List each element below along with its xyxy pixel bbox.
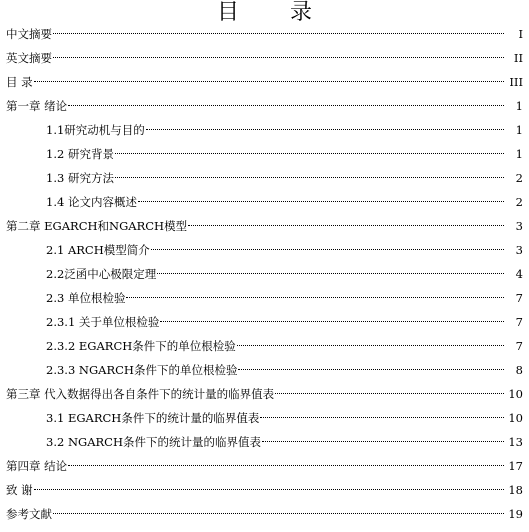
- toc-entry[interactable]: [0, 406, 529, 430]
- toc-entry-page: 4: [515, 267, 523, 281]
- toc-dot-leader: [34, 489, 504, 490]
- toc-entry[interactable]: [0, 22, 529, 46]
- toc-entry-label: 2.1 ARCH模型简介: [46, 243, 150, 257]
- toc-entry-page: 2: [515, 195, 523, 209]
- toc-entry-label: 2.2泛函中心极限定理: [46, 267, 157, 281]
- toc-entry-page: I: [518, 27, 523, 41]
- toc-entry[interactable]: [0, 70, 529, 94]
- toc-entry-page: II: [513, 51, 523, 65]
- toc-entry[interactable]: [0, 262, 529, 286]
- toc-dot-leader: [262, 441, 504, 442]
- toc-entry[interactable]: [0, 382, 529, 406]
- toc-entry-label: 1.3 研究方法: [46, 171, 114, 185]
- toc-entry[interactable]: [0, 238, 529, 262]
- toc-entry-label: 参考文献: [6, 507, 52, 521]
- toc-dot-leader: [53, 57, 504, 58]
- toc-entry-page: 19: [508, 507, 523, 521]
- toc-dot-leader: [126, 297, 504, 298]
- toc-entry-page: 18: [508, 483, 523, 497]
- toc-entry[interactable]: [0, 118, 529, 142]
- toc-dot-leader: [53, 33, 504, 34]
- toc-entry-page: 17: [508, 459, 523, 473]
- toc-entry[interactable]: [0, 454, 529, 478]
- toc-entry-page: 1: [515, 123, 523, 137]
- toc-entry[interactable]: [0, 334, 529, 358]
- toc-entry-page: 3: [515, 243, 523, 257]
- toc-entry[interactable]: [0, 142, 529, 166]
- toc-entry[interactable]: [0, 190, 529, 214]
- toc-entry-label: 第三章 代入数据得出各自条件下的统计量的临界值表: [6, 387, 275, 401]
- toc-entry-page: 2: [515, 171, 523, 185]
- toc-entry-label: 1.1研究动机与目的: [46, 123, 145, 137]
- toc-entry[interactable]: [0, 430, 529, 454]
- toc-dot-leader: [188, 225, 504, 226]
- toc-entry[interactable]: [0, 46, 529, 70]
- toc-entry-label: 2.3.1 关于单位根检验: [46, 315, 160, 329]
- toc-entry[interactable]: [0, 310, 529, 334]
- toc-dot-leader: [138, 201, 504, 202]
- toc-dot-leader: [68, 105, 504, 106]
- toc-entry-page: 8: [515, 363, 523, 377]
- toc-entry-label: 2.3.3 NGARCH条件下的单位根检验: [46, 363, 238, 377]
- toc-entry-label: 3.2 NGARCH条件下的统计量的临界值表: [46, 435, 261, 449]
- toc-entry[interactable]: [0, 166, 529, 190]
- toc-entry[interactable]: [0, 358, 529, 382]
- toc-title: 目 录: [217, 0, 334, 25]
- toc-dot-leader: [34, 81, 504, 82]
- table-of-contents: [0, 22, 529, 526]
- toc-entry-label: 3.1 EGARCH条件下的统计量的临界值表: [46, 411, 260, 425]
- toc-entry-page: 7: [515, 291, 523, 305]
- toc-entry-label: 2.3 单位根检验: [46, 291, 126, 305]
- toc-entry-page: 1: [515, 99, 523, 113]
- toc-entry-page: 7: [515, 339, 523, 353]
- toc-entry-label: 第四章 结论: [6, 459, 68, 473]
- toc-entry[interactable]: [0, 502, 529, 526]
- toc-entry-label: 中文摘要: [6, 27, 52, 41]
- toc-entry-page: 1: [515, 147, 523, 161]
- toc-entry[interactable]: [0, 94, 529, 118]
- toc-dot-leader: [238, 369, 504, 370]
- toc-entry-label: 1.4 论文内容概述: [46, 195, 137, 209]
- toc-entry-page: 7: [515, 315, 523, 329]
- toc-dot-leader: [53, 513, 504, 514]
- toc-dot-leader: [275, 393, 504, 394]
- toc-entry-label: 第一章 绪论: [6, 99, 68, 113]
- toc-entry-label: 1.2 研究背景: [46, 147, 114, 161]
- toc-dot-leader: [115, 177, 504, 178]
- toc-entry-page: 13: [508, 435, 523, 449]
- toc-entry-page: III: [509, 75, 523, 89]
- toc-dot-leader: [151, 249, 504, 250]
- toc-entry-page: 10: [508, 411, 523, 425]
- toc-entry[interactable]: [0, 214, 529, 238]
- toc-dot-leader: [157, 273, 504, 274]
- toc-entry-label: 致 谢: [6, 483, 33, 497]
- toc-dot-leader: [237, 345, 504, 346]
- toc-entry-page: 10: [508, 387, 523, 401]
- toc-entry-page: 3: [515, 219, 523, 233]
- toc-entry[interactable]: [0, 286, 529, 310]
- toc-entry-label: 第二章 EGARCH和NGARCH模型: [6, 219, 188, 233]
- toc-dot-leader: [260, 417, 504, 418]
- toc-entry-label: 目 录: [6, 75, 33, 89]
- toc-dot-leader: [146, 129, 504, 130]
- toc-dot-leader: [115, 153, 504, 154]
- toc-entry-label: 英文摘要: [6, 51, 52, 65]
- toc-dot-leader: [160, 321, 504, 322]
- toc-dot-leader: [68, 465, 504, 466]
- toc-entry-label: 2.3.2 EGARCH条件下的单位根检验: [46, 339, 236, 353]
- toc-entry[interactable]: [0, 478, 529, 502]
